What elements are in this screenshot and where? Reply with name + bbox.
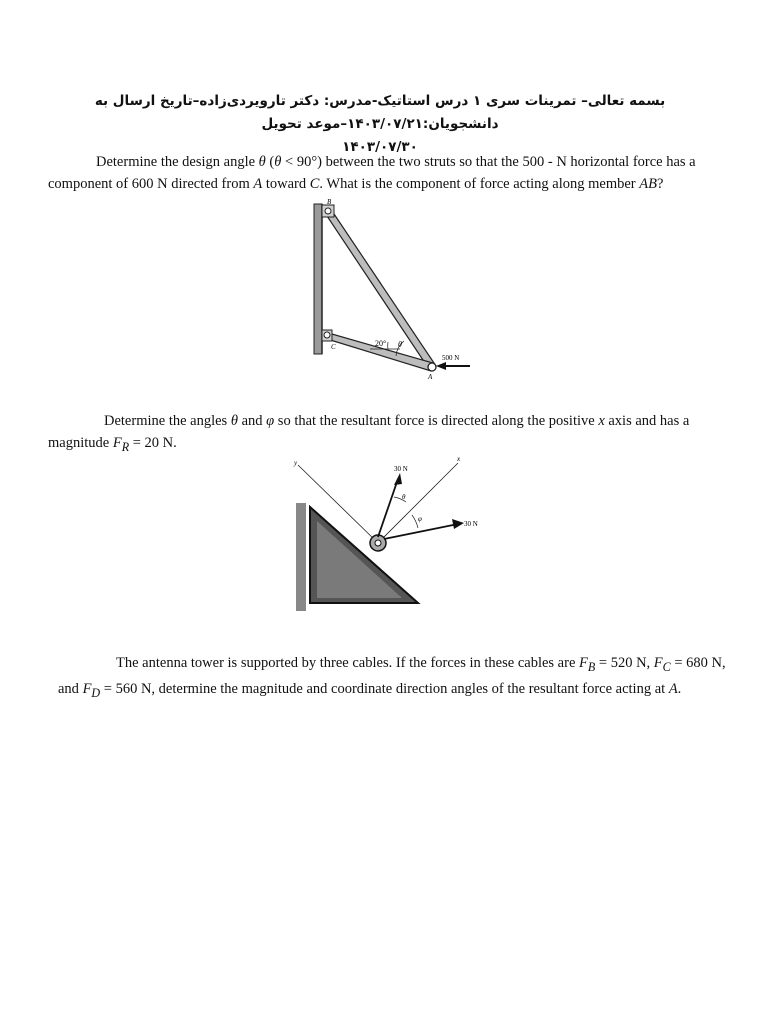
- label-force-2: 30 N: [464, 520, 478, 528]
- wall: [314, 204, 322, 354]
- header-line-1: بسمه تعالی– تمرینات سری ۱ درس استاتیک-مدرس: دکتر تارویردی‌زاده–تاریخ ارسال به دانشجویان:۱۴۰۳/۰۷/۲۱–موعد تحویل: [94, 93, 666, 132]
- label-force-1: 30 N: [394, 465, 408, 473]
- force-1-arrow: [378, 479, 398, 537]
- problem-2-statement: Determine the angles θ and φ so that the resultant force is directed along the positive x axis and has a magnitude $F_R = 20$ N.: [48, 413, 690, 454]
- problem-3-statement: The antenna tower is supported by three cables. If the forces in these cables are $F_B = 520$ N, $F_C = 680$ N, and $F_D = 560$ N, determine the magnitude and coordinate direction angles of the resultant force acting at A.: [58, 655, 726, 700]
- label-angle-20: 20°: [375, 339, 387, 348]
- pin: [375, 540, 381, 546]
- document-header: [40, 90, 720, 159]
- label-500N: 500 N: [442, 354, 460, 362]
- header-line-2: ۱۴۰۳/۰۷/۳۰: [342, 139, 418, 155]
- label-C: C: [331, 343, 336, 351]
- label-y: y: [294, 459, 298, 467]
- problem-1-statement: Determine the design angle θ (θ < 90°) between the two struts so that the 500 - N horizontal force has a component of 600 N directed from A toward C. What is the component of force acting along member AB?: [48, 154, 696, 192]
- label-A: A: [428, 373, 433, 381]
- label-theta: θ: [402, 493, 406, 501]
- label-B: B: [327, 198, 332, 206]
- pin-B: [325, 208, 331, 214]
- label-theta: θ: [398, 340, 402, 349]
- label-x: x: [457, 455, 461, 463]
- pin-C: [324, 332, 330, 338]
- struts-figure: [300, 196, 500, 386]
- forces-figure: [290, 455, 490, 615]
- label-phi: φ: [418, 515, 422, 523]
- pin-A: [428, 363, 436, 371]
